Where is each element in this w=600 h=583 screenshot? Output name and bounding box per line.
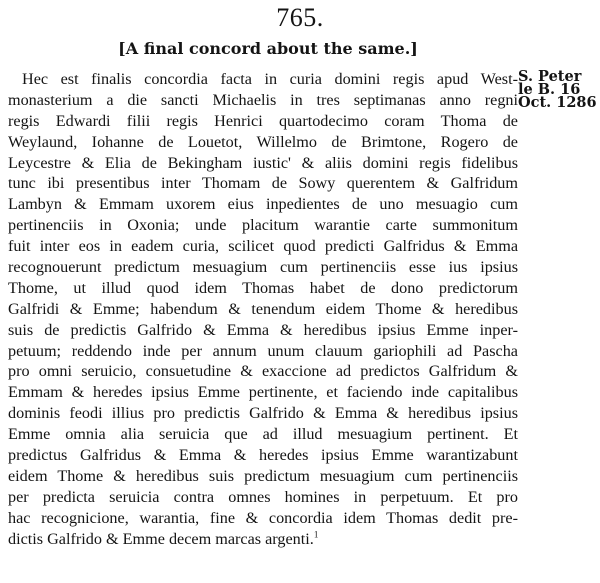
text-line: predictus Galfridus & Emma & heredes ipsius Emme warantizabunt — [8, 446, 518, 465]
text-line: eidem Thome & heredibus suis predictum mesuagium cum pertinenciis — [8, 466, 518, 485]
text-line: Emme omnia alia seruicia que ad illud mesuagium pertinent. Et — [8, 425, 518, 444]
margin-note — [518, 70, 600, 109]
document-number: 765. — [276, 3, 324, 32]
margin-note-date: Oct. 1286 — [518, 94, 597, 111]
document-body — [8, 69, 518, 549]
text-line: recognouerunt predictum mesuagium cum pertinenciis esse ius ipsius — [8, 258, 518, 277]
text-line: tunc ibi presentibus inter Thomam de Sowy querentem & Galfridum — [8, 174, 518, 193]
text-line: regis Edwardi filii regis Henrici quartodecimo coram Thoma de — [8, 111, 518, 130]
text-line-final — [8, 529, 518, 550]
text-line: Weylaund, Iohanne de Louetot, Willelmo de Brimtone, Rogero de — [8, 132, 518, 151]
text-line: Lambyn & Emmam uxorem eius inpedientes de uno mesuagio cum — [8, 195, 518, 214]
text-line: petuum; reddendo inde per annum unum clauum gariophili ad Pascha — [8, 341, 518, 360]
margin-note-place: S. Peter — [518, 68, 582, 85]
text-line: Galfridi & Emme; habendum & tenendum eidem Thome & heredibus — [8, 299, 518, 318]
footnote-marker: 1 — [313, 529, 319, 540]
text-line: monasterium a die sancti Michaelis in tres septimanas anno regni — [8, 90, 518, 109]
text-line: suis de predictis Galfrido & Emma & heredibus ipsius Emme inper- — [8, 320, 518, 339]
final-line-text: dictis Galfrido & Emme decem marcas argenti. — [8, 529, 314, 548]
margin-note-place-date: le B. 16 — [518, 81, 581, 98]
text-line: Leycestre & Elia de Bekingham iustic' & aliis domini regis fidelibus — [8, 153, 518, 172]
text-line: Emmam & heredes ipsius Emme pertinente, et faciendo inde capitalibus — [8, 383, 518, 402]
text-line: pertinenciis in Oxonia; unde placitum warantie carte summonitum — [8, 216, 518, 235]
text-line: hac recognicione, warantia, fine & concordia idem Thomas dedit pre- — [8, 508, 518, 527]
text-line: Thome, ut illud quod idem Thomas habet de dono predictorum — [8, 278, 518, 297]
document-title: [A final concord about the same.] — [118, 39, 418, 58]
text-line: per predicta seruicia contra omnes homines in perpetuum. Et pro — [8, 487, 518, 506]
text-line: dominis feodi illius pro predictis Galfrido & Emma & heredibus ipsius — [8, 404, 518, 423]
text-line: fuit inter eos in eadem curia, scilicet quod predicti Galfridus & Emma — [8, 237, 518, 256]
text-line: Hec est finalis concordia facta in curia domini regis apud West- — [22, 70, 518, 88]
text-line: pro omni seruicio, consuetudine & exaccione ad predictos Galfridum & — [8, 362, 518, 381]
